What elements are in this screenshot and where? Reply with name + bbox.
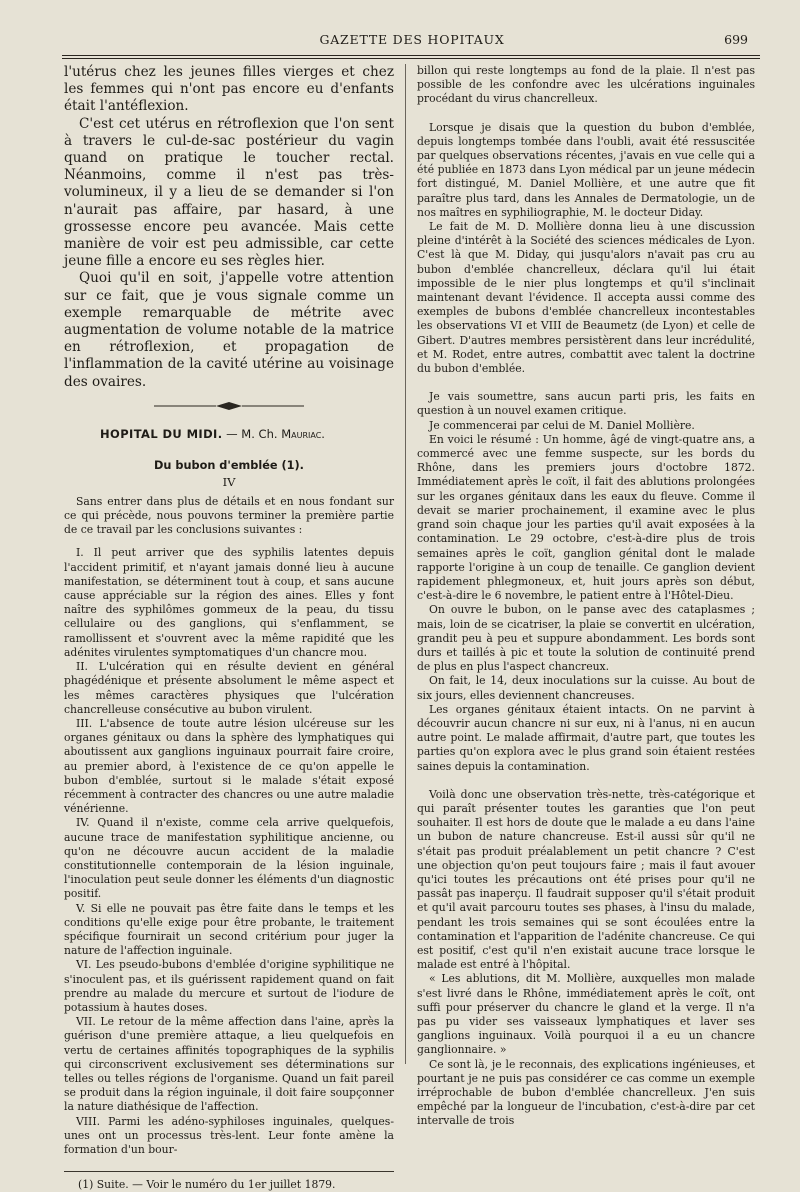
left-column <box>64 64 394 1192</box>
paragraph: Ce sont là, je le reconnais, des explications ingénieuses, et pourtant je ne puis pas considérer ce cas comme un exemple irréprochable de bubon d'emblée chancrelleux. J'en suis empêché par la longueur de l'incubation, c'est-à-dire par cet intervalle de trois <box>417 1057 755 1128</box>
header-rule-top <box>62 55 760 56</box>
right-column <box>417 64 755 1128</box>
paragraph: Je commencerai par celui de M. Daniel Mollière. <box>429 418 695 432</box>
paragraph: Sans entrer dans plus de détails et en nous fondant sur ce qui précède, nous pouvons terminer la première partie de ce travail par les conclusions suivantes : <box>64 494 394 537</box>
paragraph: Lorsque je disais que la question du bubon d'emblée, depuis longtemps tombée dans l'oubli, avait été ressuscitée par quelques observations récentes, j'avais en vue celle qui a été publiée en 1873 dans Lyon médical par un jeune médecin fort distingué, M. Daniel Mollière, et une autre que fit paraître plus tard, dans les Annales de Dermatologie, un de nos maîtres en syphiliographie, M. le docteur Diday. <box>417 120 755 219</box>
paragraph: En voici le résumé : Un homme, âgé de vingt-quatre ans, a commercé avec une femme suspecte, sur les bords du Rhône, dans les premiers jours d'octobre 1872. Immédiatement après le coït, il fait des ablutions prolongées sur les organes génitaux dans les eaux du fleuve. Comme il devait se marier prochainement, il examine avec le plus grand soin chaque jour les parties qu'il avait exposées à la contamination. Le 29 octobre, c'est-à-dire plus de trois semaines après le coït, ganglion génital dont le malade rapporte l'origine à un coup de tenaille. Ce ganglion devient rapidement phlegmoneux, et, huit jours après son début, c'est-à-dire le 6 novembre, le patient entre à l'Hôtel-Dieu. <box>417 432 755 603</box>
journal-title: GAZETTE DES HOPITAUX <box>319 32 505 47</box>
conclusion-1: I. Il peut arriver que des syphilis latentes depuis l'accident primitif, et n'ayant jamais donné lieu à aucune manifestation, se déterminent tout à coup, et sans aucune cause appréciable sur la région des aines. Elles y font naître des syphilômes gommeux de la peau, du tissu cellulaire ou des ganglions, qui s'enflamment, se ramollissent et s'ouvrent avec la même rapidité que les adénites virulentes symptomatiques d'un chancre mou. <box>64 546 394 659</box>
paragraph: On ouvre le bubon, on le panse avec des cataplasmes ; mais, loin de se cicatriser, la plaie se convertit en ulcération, grandit peu à peu et suppure abondamment. Les bords sont durs et taillés à pic et toute la solution de continuité prend de plus en plus l'aspect chancreux. <box>417 603 755 674</box>
footnote-rule <box>64 1171 394 1172</box>
paragraph: Je vais soumettre, sans aucun parti pris, les faits en question à un nouvel examen critique. <box>417 390 755 418</box>
paragraph: Voilà donc une observation très-nette, très-catégorique et qui paraît présenter toutes les garanties que l'on peut souhaiter. Il est hors de doute que le malade a eu dans l'aine un bubon de nature chancreuse. Est-il aussi sûr qu'il ne s'était pas produit préalablement un petit chancre ? C'est une objection qu'on peut toujours faire ; mais il faut avouer qu'ici toutes les précautions ont été prises pour qu'il ne passât pas inaperçu. Il faudrait supposer qu'il s'était produit et qu'il avait parcouru toutes ses phases, à l'insu du malade, pendant les trois semaines qui se sont écoulées entre la contamination et l'apparition de l'adénite chancreuse. Ce qui est positif, c'est qu'il n'en existait aucune trace lorsque le malade est entré à l'hôpital. <box>417 787 755 972</box>
paragraph: l'utérus chez les jeunes filles vierges et chez les femmes qui n'ont pas encore eu d'enfants était l'antéflexion. <box>64 64 394 115</box>
page-header <box>62 30 762 54</box>
conclusion-3: III. L'absence de toute autre lésion ulcéreuse sur les organes génitaux ou dans la sphère des lymphatiques qui aboutissent aux ganglions inguinaux pourrait faire croire, au premier abord, à l'existence de ce qu'on appelle le bubon d'emblée, surtout si le malade s'était exposé récemment à contracter des chancres ou une autre maladie vénérienne. <box>64 716 394 816</box>
conclusion-5: V. Si elle ne pouvait pas être faite dans le temps et les conditions qu'elle exige pour être probante, le traitement spécifique fournirait un second critérium pour juger la nature de l'affection inguinale. <box>64 901 394 958</box>
paragraph: Le fait de M. D. Mollière donna lieu à une discussion pleine d'intérêt à la Société des sciences médicales de Lyon. C'est là que M. Diday, qui jusqu'alors n'avait pas cru au bubon d'emblée chancrelleux, déclara qu'il lui était impossible de le nier plus longtemps et qu'il s'inclinait maintenant devant l'évidence. Il accepta aussi comme des exemples de bubons d'emblée chancrelleux incontestables les observations VI et VIII de Beaumetz (de Lyon) et celle de Gibert. D'autres membres persistèrent dans leur incrédulité, et M. Rodet, entre autres, combattit avec talent la doctrine du bubon d'emblée. <box>417 220 755 376</box>
paragraph: « Les ablutions, dit M. Mollière, auxquelles mon malade s'est livré dans le Rhône, immédiatement après le coït, ont suffi pour préserver du chancre le gland et la verge. Il n'a pas pu vider ses vaisseaux lymphatiques et laver ses ganglions inguinaux. Voilà pourquoi il a eu un chancre ganglionnaire. » <box>417 972 755 1057</box>
paragraph: On fait, le 14, deux inoculations sur la cuisse. Au bout de six jours, elles deviennent chancreuses. <box>417 674 755 702</box>
column-divider <box>405 64 406 1064</box>
page-number: 699 <box>724 32 748 47</box>
paragraph: Quoi qu'il en soit, j'appelle votre attention sur ce fait, que je vous signale comme un exemple remarquable de métrite avec augmentation de volume notable de la matrice en rétroflexion, et propagation de l'inflammation de la cavité utérine au voisinage des ovaires. <box>64 270 394 390</box>
article-title: Du bubon d'emblée (1). <box>154 458 304 472</box>
section-ornament <box>154 399 304 413</box>
conclusion-2: II. L'ulcération qui en résulte devient en général phagédénique et présente absolument le même aspect et les mêmes caractères physiques que l'ulcération chancrelleuse consécutive au bubon virulent. <box>64 660 394 716</box>
header-rule-bottom <box>62 58 760 59</box>
hospital-dash: — M. Ch. <box>226 426 278 441</box>
paragraph: C'est cet utérus en rétroflexion que l'on sent à travers le cul-de-sac postérieur du vagin quand on pratique le toucher rectal. Néanmoins, comme il n'est pas très-volumineux, il y a lieu de se demander si l'on n'aurait pas affaire, par hasard, à une grossesse encore peu avancée. Mais cette manière de voir est peu admissible, car cette jeune fille a encore eu ses règles hier. <box>64 115 394 270</box>
conclusion-6: VI. Les pseudo-bubons d'emblée d'origine syphilitique ne s'inoculent pas, et ils guérissent rapidement quand on fait prendre au malade du mercure et surtout de l'iodure de potassium à hautes doses. <box>64 958 394 1014</box>
conclusion-7: VII. Le retour de la même affection dans l'aine, après la guérison d'une première attaque, a lieu quelquefois en vertu de certaines affinités topographiques de la syphilis qui circonscrivent exclusivement ses déterminations sur telles ou telles régions de l'organisme. Quand un fait pareil se produit dans la région inguinale, il doit faire soupçonner la nature diathésique de l'affection. <box>64 1015 394 1114</box>
paragraph: billon qui reste longtemps au fond de la plaie. Il n'est pas possible de les confondre avec les ulcérations inguinales procédant du virus chancrelleux. <box>417 64 755 106</box>
hospital-author: Mauriac. <box>281 426 325 441</box>
paragraph: Les organes génitaux étaient intacts. On ne parvint à découvrir aucun chancre ni sur eux, ni à l'anus, ni en aucun autre point. Le malade affirmait, d'autre part, que toutes les parties qu'on explora avec le plus grand soin étaient restées saines depuis la contamination. <box>417 702 755 773</box>
footnote: (1) Suite. — Voir le numéro du 1er juillet 1879. <box>78 1178 336 1192</box>
conclusion-4: IV. Quand il n'existe, comme cela arrive quelquefois, aucune trace de manifestation syphilitique ancienne, ou qu'on ne découvre aucun accident de la maladie constitutionnelle contemporain de la lésion inguinale, l'inoculation peut seule donner les éléments d'un diagnostic positif. <box>64 816 394 901</box>
hospital-name: HOPITAL DU MIDI. <box>100 426 223 441</box>
hospital-heading <box>64 427 394 441</box>
section-number: IV <box>222 474 236 489</box>
conclusion-8: VIII. Parmi les adéno-syphiloses inguinales, quelques-unes ont un processus très-lent. Leur fonte amène la formation d'un bour- <box>64 1114 394 1156</box>
